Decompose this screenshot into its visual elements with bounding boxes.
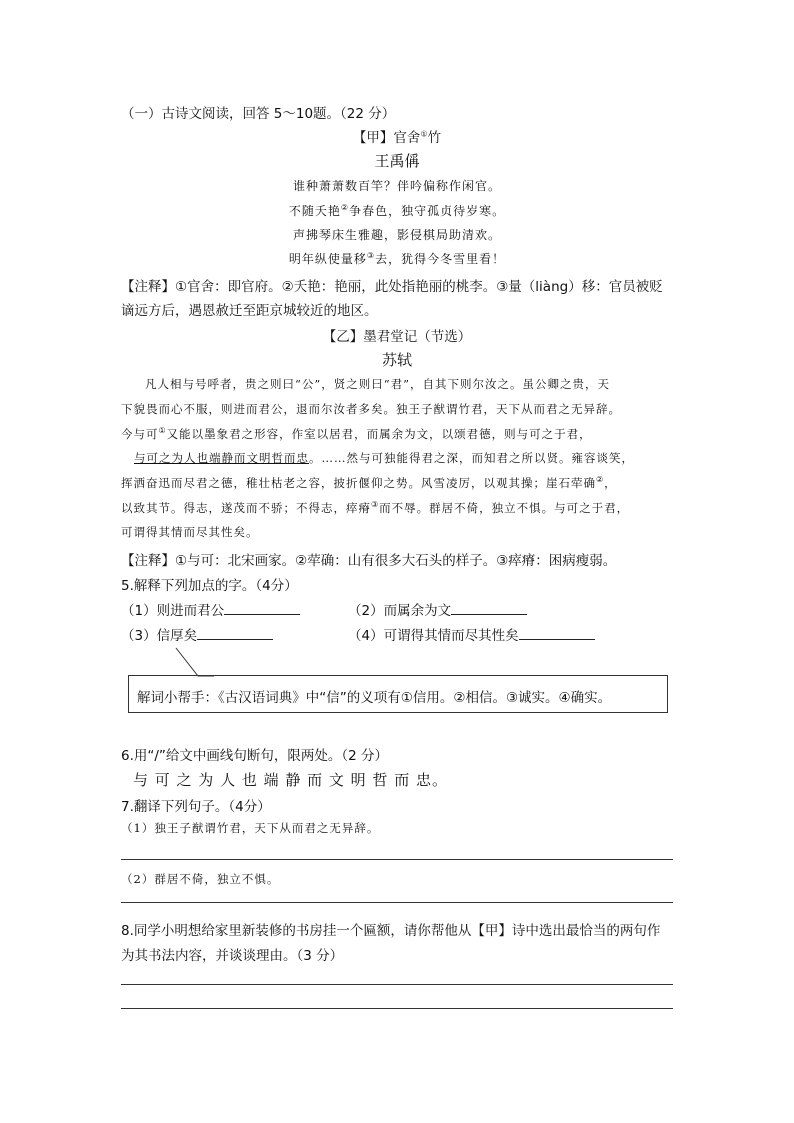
section-header: （一）古诗文阅读，回答 5～10题。（22 分） <box>121 106 396 122</box>
q8-prompt-line-2: 为其书法内容，并谈谈理由。（3 分） <box>121 948 344 964</box>
essay-note: 【注释】①与可：北宋画家。②荦确：山有很多大石头的样子。③瘁瘠：困病瘦弱。 <box>121 553 617 569</box>
q8-answer-line-2[interactable] <box>121 1008 673 1009</box>
essay-line-5b: ， <box>604 476 617 490</box>
q5-prompt: 5.解释下列加点的字。（4分） <box>121 578 298 594</box>
poem-note-line-2: 谪远方后，遇恩赦迁至距京城较近的地区。 <box>121 303 378 319</box>
essay-line-6a: 以致其节。得志，遂茂而不骄；不得志，瘁瘠 <box>121 501 371 515</box>
poem-line-2b: 争春色，独守孤贞待岁寒。 <box>349 204 506 218</box>
poem-line-4b: 去，犹得今冬雪里看！ <box>375 252 506 266</box>
essay-line-4 <box>134 450 634 466</box>
poem-line-2-note: ② <box>340 203 350 212</box>
poem-line-2a: 不随夭艳 <box>288 204 341 218</box>
q5-answer-blank-3[interactable] <box>197 625 273 640</box>
q5-answer-blank-1[interactable] <box>224 600 300 615</box>
essay-line-4-rest: 。……然与可独能得君之深，而知君之所以贤。雍容谈笑， <box>309 451 634 465</box>
essay-line-5-note: ② <box>596 475 605 485</box>
q8-answer-line-1[interactable] <box>121 984 673 985</box>
q5-item-2-text: （2）而属余为文 <box>348 603 452 619</box>
poem-line-3: 声拂琴床生雅趣，影侵棋局助清欢。 <box>292 228 501 242</box>
q7-answer-line-1[interactable] <box>121 859 673 860</box>
q7-sentence-1: （1）独王子猷谓竹君，天下从而君之无异辞。 <box>121 821 380 835</box>
poem-line-2 <box>0 202 794 219</box>
q5-item-1 <box>121 599 300 619</box>
essay-author: 苏轼 <box>381 351 412 369</box>
essay-line-3a: 今与可 <box>121 427 159 441</box>
q5-item-4 <box>348 624 595 644</box>
essay-line-3-note: ① <box>158 426 167 436</box>
poem-line-4-note: ③ <box>366 251 376 260</box>
word-helper-text: 解词小帮手：《古汉语词典》中“信”的义项有①信用。②相信。③诚实。④确实。 <box>137 690 612 706</box>
q5-answer-blank-2[interactable] <box>451 600 527 615</box>
underlined-sentence: 与可之为人也端静而文明哲而忠 <box>134 451 309 465</box>
q6-prompt: 6.用“/”给文中画线句断句，限两处。（2 分） <box>121 748 389 764</box>
q7-prompt: 7.翻译下列句子。（4分） <box>121 799 271 815</box>
poem-title-note-mark: ① <box>420 129 428 139</box>
q8-prompt-line-1: 8.同学小明想给家里新装修的书房挂一个匾额，请你帮他从【甲】诗中选出最恰当的两句作 <box>121 923 661 939</box>
q5-item-4-text: （4）可谓得其情而尽其性矣 <box>348 628 519 644</box>
essay-line-5 <box>121 475 617 491</box>
poem-author: 王禹偁 <box>374 152 420 170</box>
q5-item-2 <box>348 599 527 619</box>
word-helper-box <box>128 675 668 713</box>
essay-line-3 <box>121 426 592 442</box>
q5-item-1-text: （1）则进而君公 <box>121 603 225 619</box>
q5-item-3 <box>121 624 273 644</box>
poem-line-4a: 明年纵使量移 <box>288 252 367 266</box>
q5-answer-blank-4[interactable] <box>519 625 595 640</box>
essay-line-3b: 又能以墨象君之形容，作室以居君，而属余为文，以颂君德，则与可之于君， <box>166 427 592 441</box>
essay-line-6 <box>121 500 629 516</box>
callout-tail-icon <box>170 646 220 678</box>
essay-title: 【乙】墨君堂记（节选） <box>322 329 472 345</box>
essay-line-1: 凡人相与号呼者，贵之则曰“公”，贤之则曰“君”，自其下则尔汝之。虽公卿之贵，天 <box>145 377 611 391</box>
poem-line-4 <box>0 250 794 267</box>
poem-note-line-1: 【注释】①官舍：即官府。②夭艳：艳丽，此处指艳丽的桃李。③量（liàng）移：官员被贬 <box>121 279 663 295</box>
essay-line-6-note: ③ <box>371 500 380 510</box>
q5-item-3-text: （3）信厚矣 <box>121 628 198 644</box>
q7-answer-line-2[interactable] <box>121 902 673 903</box>
essay-line-6b: 而不辱。群居不倚，独立不惧。与可之于君， <box>379 501 630 515</box>
q6-sentence: 与 可 之 为 人 也 端 静 而 文 明 哲 而 忠。 <box>133 771 448 789</box>
essay-line-7: 可谓得其情而尽其性矣。 <box>121 525 259 539</box>
poem-line-1: 谁种萧萧数百竿？伴吟偏称作闲官。 <box>292 179 501 193</box>
poem-title <box>0 126 794 146</box>
poem-title-text: 【甲】官舍 <box>352 130 421 146</box>
essay-line-5a: 挥洒奋迅而尽君之德，稚壮枯老之容，披折偃仰之势。风雪凌厉，以观其操；崖石荦确 <box>121 476 596 490</box>
q7-sentence-2: （2）群居不倚，独立不惧。 <box>121 872 280 886</box>
essay-line-2: 下貌畏而心不服，则进而君公，退而尔汝者多矣。独王子猷谓竹君，天下从而君之无异辞。 <box>121 402 621 416</box>
poem-title-tail: 竹 <box>427 130 442 146</box>
